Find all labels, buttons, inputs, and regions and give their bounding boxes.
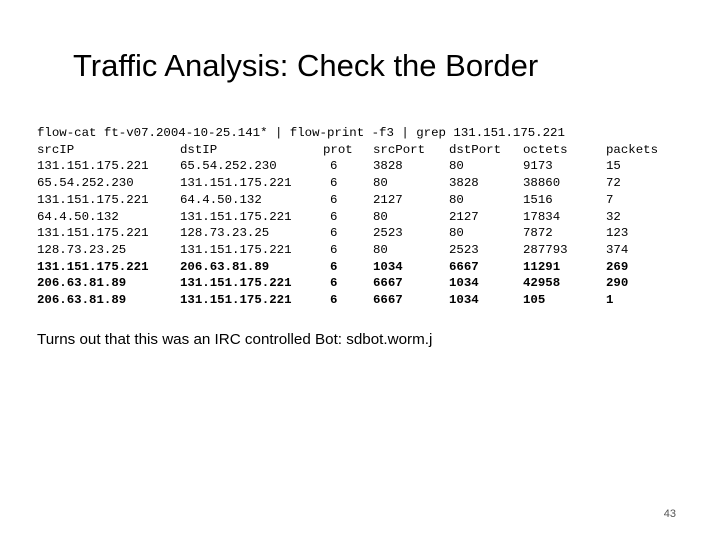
table-cell: 123 bbox=[606, 226, 629, 241]
table-cell: 131.151.175.221 bbox=[37, 226, 149, 241]
table-cell: 64.4.50.132 bbox=[37, 209, 119, 224]
table-cell: 72 bbox=[606, 176, 621, 191]
table-cell: 6 bbox=[330, 276, 338, 291]
table-cell: 269 bbox=[606, 259, 629, 274]
table-row bbox=[37, 209, 666, 226]
table-row bbox=[37, 242, 666, 259]
table-cell: 6667 bbox=[373, 276, 403, 291]
table-cell: 1034 bbox=[449, 276, 479, 291]
table-row bbox=[37, 259, 666, 276]
header-dstport: dstPort bbox=[449, 142, 502, 157]
flow-table-header bbox=[37, 142, 666, 159]
table-cell: 105 bbox=[523, 293, 546, 308]
conclusion-text: Turns out that this was an IRC controlled Bot: sdbot.worm.j bbox=[37, 331, 433, 348]
table-cell: 6 bbox=[330, 159, 338, 174]
slide-title: Traffic Analysis: Check the Border bbox=[73, 48, 539, 83]
table-row bbox=[37, 225, 666, 242]
table-cell: 2523 bbox=[449, 242, 479, 257]
table-cell: 374 bbox=[606, 242, 629, 257]
table-cell: 128.73.23.25 bbox=[180, 226, 270, 241]
table-cell: 80 bbox=[373, 176, 388, 191]
table-cell: 32 bbox=[606, 209, 621, 224]
flow-table-body bbox=[37, 158, 666, 308]
table-cell: 290 bbox=[606, 276, 629, 291]
table-cell: 2127 bbox=[373, 192, 403, 207]
table-row bbox=[37, 175, 666, 192]
table-row bbox=[37, 275, 666, 292]
table-cell: 11291 bbox=[523, 259, 561, 274]
table-cell: 287793 bbox=[523, 242, 568, 257]
table-cell: 65.54.252.230 bbox=[180, 159, 277, 174]
table-cell: 64.4.50.132 bbox=[180, 192, 262, 207]
table-cell: 1 bbox=[606, 293, 614, 308]
header-prot: prot bbox=[323, 142, 353, 157]
command-line: flow-cat ft-v07.2004-10-25.141* | flow-print -f3 | grep 131.151.175.221 bbox=[37, 126, 565, 140]
table-cell: 65.54.252.230 bbox=[37, 176, 134, 191]
table-row bbox=[37, 292, 666, 309]
page-number: 43 bbox=[663, 508, 676, 520]
table-cell: 6 bbox=[330, 192, 338, 207]
header-srcport: srcPort bbox=[373, 142, 426, 157]
table-cell: 80 bbox=[449, 159, 464, 174]
table-cell: 9173 bbox=[523, 159, 553, 174]
header-srcip: srcIP bbox=[37, 142, 75, 157]
table-cell: 7 bbox=[606, 192, 614, 207]
table-cell: 42958 bbox=[523, 276, 561, 291]
table-cell: 1516 bbox=[523, 192, 553, 207]
table-cell: 131.151.175.221 bbox=[180, 293, 292, 308]
table-cell: 206.63.81.89 bbox=[37, 276, 127, 291]
table-cell: 80 bbox=[449, 192, 464, 207]
table-row bbox=[37, 192, 666, 209]
table-cell: 6667 bbox=[373, 293, 403, 308]
table-cell: 6 bbox=[330, 242, 338, 257]
table-cell: 6 bbox=[330, 209, 338, 224]
table-cell: 131.151.175.221 bbox=[180, 176, 292, 191]
table-cell: 6 bbox=[330, 259, 338, 274]
header-packets: packets bbox=[606, 142, 659, 157]
table-cell: 206.63.81.89 bbox=[180, 259, 270, 274]
table-cell: 2127 bbox=[449, 209, 479, 224]
table-cell: 131.151.175.221 bbox=[37, 159, 149, 174]
table-cell: 7872 bbox=[523, 226, 553, 241]
table-cell: 1034 bbox=[373, 259, 403, 274]
table-cell: 206.63.81.89 bbox=[37, 293, 127, 308]
table-row bbox=[37, 158, 666, 175]
table-cell: 3828 bbox=[449, 176, 479, 191]
table-cell: 17834 bbox=[523, 209, 561, 224]
table-cell: 131.151.175.221 bbox=[37, 192, 149, 207]
table-cell: 131.151.175.221 bbox=[37, 259, 149, 274]
table-cell: 131.151.175.221 bbox=[180, 276, 292, 291]
table-cell: 131.151.175.221 bbox=[180, 209, 292, 224]
table-cell: 6 bbox=[330, 293, 338, 308]
table-cell: 1034 bbox=[449, 293, 479, 308]
header-octets: octets bbox=[523, 142, 568, 157]
table-cell: 131.151.175.221 bbox=[180, 242, 292, 257]
table-cell: 2523 bbox=[373, 226, 403, 241]
table-cell: 3828 bbox=[373, 159, 403, 174]
flow-table bbox=[37, 142, 666, 309]
command-output bbox=[37, 125, 666, 309]
table-cell: 6667 bbox=[449, 259, 479, 274]
table-cell: 15 bbox=[606, 159, 621, 174]
table-cell: 80 bbox=[449, 226, 464, 241]
table-cell: 80 bbox=[373, 242, 388, 257]
table-cell: 38860 bbox=[523, 176, 561, 191]
table-cell: 80 bbox=[373, 209, 388, 224]
header-dstip: dstIP bbox=[180, 142, 218, 157]
table-cell: 128.73.23.25 bbox=[37, 242, 127, 257]
table-cell: 6 bbox=[330, 226, 338, 241]
table-cell: 6 bbox=[330, 176, 338, 191]
